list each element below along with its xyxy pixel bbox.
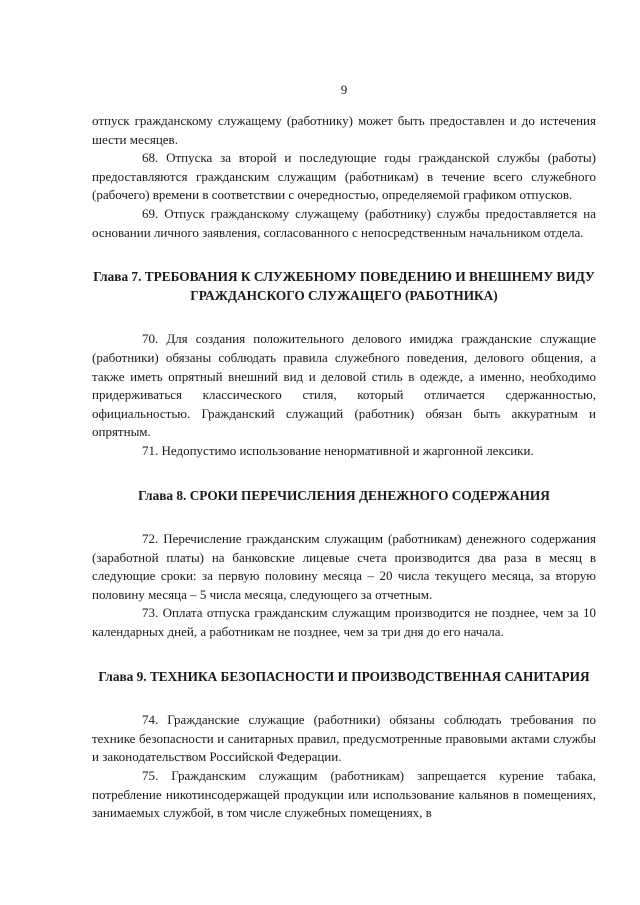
paragraph-continuation: отпуск гражданскому служащему (работнику) может быть предоставлен и до истечения шести месяцев. [92,113,596,147]
paragraph-75: 75. Гражданским служащим (работникам) запрещается курение табака, потребление никотинсодержащей продукции или использование кальянов в помещениях, занимаемых службой, в том числе служебных помещениях, в [92,768,596,821]
document-page [92,82,596,823]
paragraph-74: 74. Гражданские служащие (работники) обязаны соблюдать требования по технике безопасности и санитарных правил, предусмотренные правовыми актами службы и законодательством Российской Федерации. [92,712,596,765]
paragraph-72: 72. Перечисление гражданским служащим (работникам) денежного содержания (заработной платы) на банковские лицевые счета производится два раза в месяц в следующие сроки: за первую половину месяца – 20 числа текущего месяца, за вторую половину месяца – 5 числа месяца, следующего за отчетным. [92,531,596,602]
paragraph-68: 68. Отпуска за второй и последующие годы гражданской службы (работы) предоставляются гражданским служащим (работникам) в течение всего служебного (рабочего) времени в соответствии с очередностью, определяемой графиком отпусков. [92,150,596,203]
paragraph-69: 69. Отпуск гражданскому служащему (работнику) службы предоставляется на основании личного заявления, согласованного с непосредственным начальником отдела. [92,205,596,240]
page-number: 9 [340,82,348,97]
paragraph-71: 71. Недопустимо использование ненормативной и жаргонной лексики. [142,442,534,458]
chapter-9-heading: Глава 9. ТЕХНИКА БЕЗОПАСНОСТИ И ПРОИЗВОДСТВЕННАЯ САНИТАРИЯ [98,668,590,684]
chapter-7-heading: Глава 7. ТРЕБОВАНИЯ К СЛУЖЕБНОМУ ПОВЕДЕНИЮ И ВНЕШНЕМУ ВИДУ ГРАЖДАНСКОГО СЛУЖАЩЕГО (РАБОТНИКА) [93,269,595,303]
paragraph-70: 70. Для создания положительного делового имиджа гражданские служащие (работники) обязаны соблюдать правила служебного поведения, делового общения, а также иметь опрятный внешний вид и деловой стиль в одежде, а именно, необходимо придерживаться классического стиля, который отличается сдержанностью, официальностью. Гражданский служащий (работник) обязан быть аккуратным и опрятным. [92,331,596,440]
paragraph-73: 73. Оплата отпуска гражданским служащим производится не позднее, чем за 10 календарных дней, а работникам не позднее, чем за три дня до его начала. [92,605,596,640]
chapter-8-heading: Глава 8. СРОКИ ПЕРЕЧИСЛЕНИЯ ДЕНЕЖНОГО СОДЕРЖАНИЯ [138,487,550,503]
